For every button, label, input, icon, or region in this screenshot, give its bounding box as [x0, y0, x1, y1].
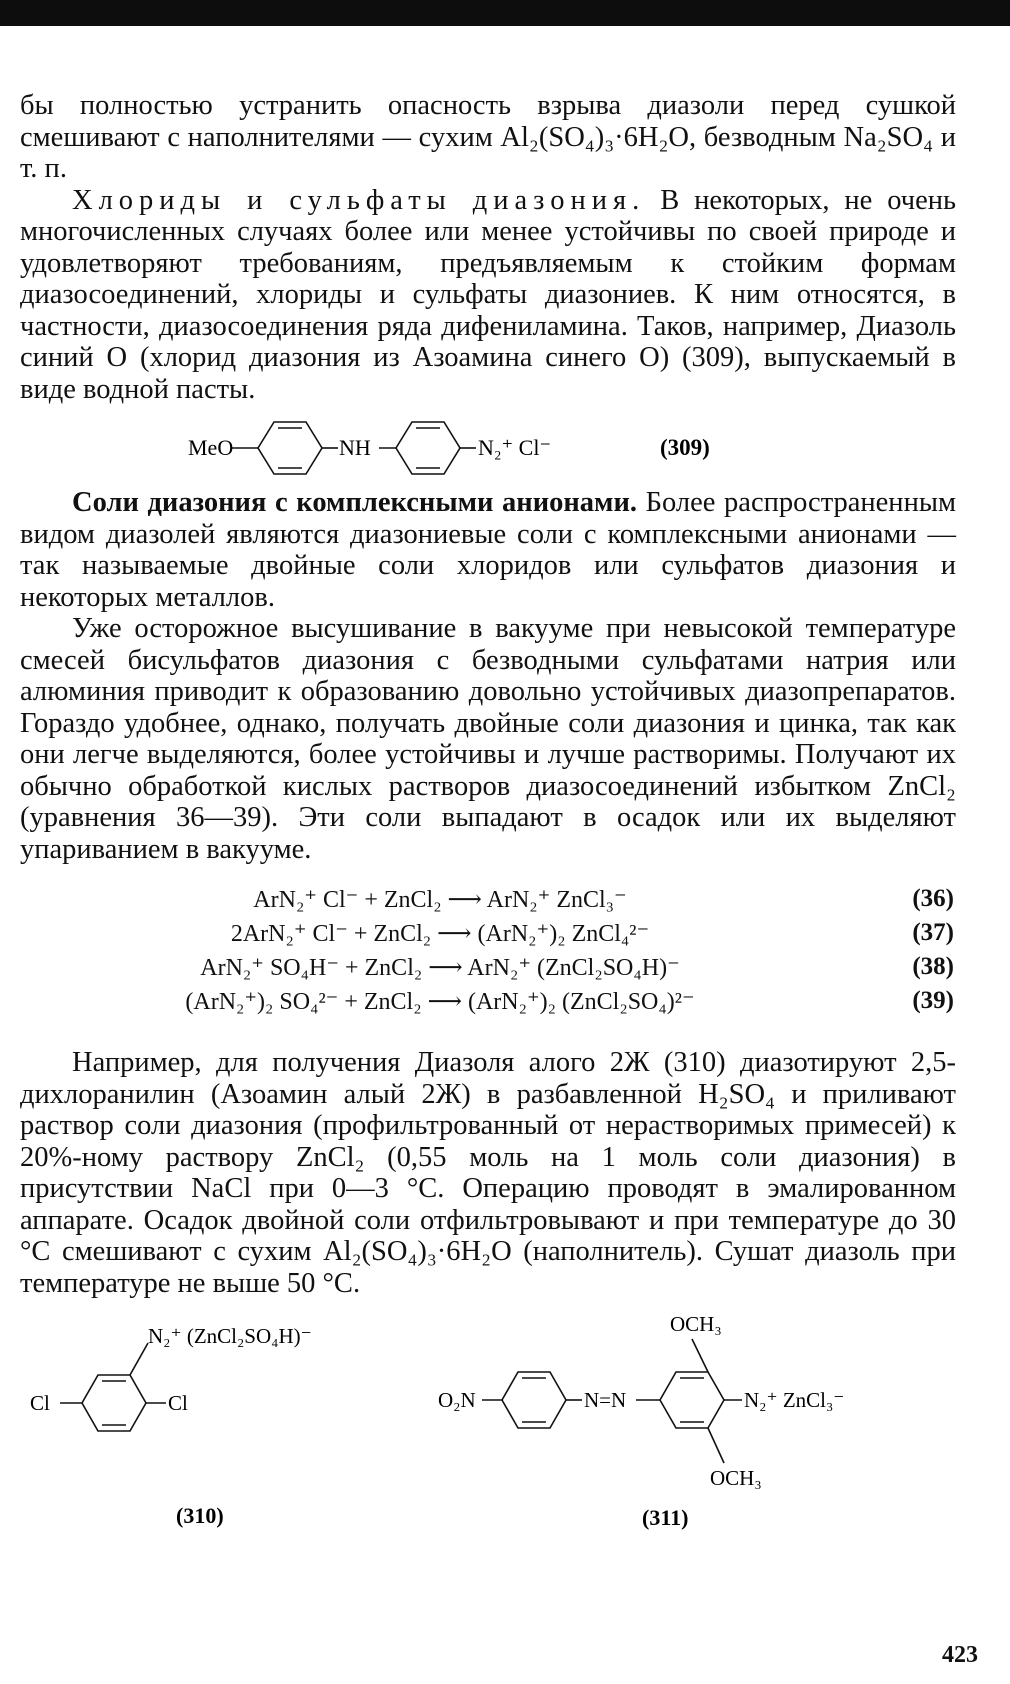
- paragraph-drying: Уже осторожное высушивание в вакууме при невысокой температуре смесей бисульфатов диазония с безводными сульфатами натрия или алюминия приводит к образованию довольно устойчивых диазопрепаратов. Гораздо удобнее, однако, получать двойные соли диазония и цинка, так как они легче выделяются, более устойчивы и лучше растворимы. Получают их обычно обработкой кислых растворов диазосоединений избытком ZnCl₂ (уравнения 36—39). Эти соли выпадают в осадок или их выделяют упариванием в вакууме.: [20, 613, 956, 865]
- equation-text: ArN₂⁺ SO₄H⁻ + ZnCl₂ ⟶ ArN₂⁺ (ZnCl₂SO₄H)⁻: [200, 955, 680, 981]
- structure-310-label: (310): [176, 1503, 224, 1528]
- section-heading-chlorides: Хлориды и сульфаты диазония.: [72, 184, 646, 216]
- structure-311-diazonium: N₂⁺ ZnCl₃⁻: [744, 1388, 845, 1412]
- equation-text: ArN₂⁺ Cl⁻ + ZnCl₂ ⟶ ArN₂⁺ ZnCl₃⁻: [253, 887, 627, 913]
- structure-310-diazonium: N₂⁺ (ZnCl₂SO₄H)⁻: [148, 1324, 312, 1348]
- page-number: 423: [942, 1642, 978, 1668]
- paragraph-example: Например, для получения Диазоля алого 2Ж (310) диазотируют 2,5-дихлоранилин (Азоамин алый 2Ж) в разбавленной H₂SO₄ и приливают раствор соли диазония (профильтрованный от нерастворимых примесей) к 20%-ному раствору ZnCl₂ (0,55 моль на 1 моль соли диазония) в присутствии NaCl при 0—3 °С. Операцию проводят в эмалированном аппарате. Осадок двойной соли отфильтровывают и при температуре до 30 °С смешивают с сухим Al₂(SO₄)₃·6H₂O (наполнитель). Сушат диазоль при температуре не выше 50 °С.: [20, 1047, 956, 1299]
- equation-number: (37): [912, 919, 954, 946]
- benzene-ring-2: [396, 422, 460, 474]
- scan-top-border: [0, 0, 1010, 26]
- paragraph-complex-anions: [20, 487, 956, 613]
- structure-311: [438, 1312, 844, 1530]
- paragraph-chlorides: [20, 185, 956, 406]
- equation-36: [20, 885, 956, 919]
- structure-310-ring: [82, 1375, 146, 1431]
- equation-37: [20, 919, 956, 953]
- structure-311-label: (311): [642, 1505, 689, 1530]
- structure-311-methoxy-bottom: OCH₃: [710, 1466, 762, 1490]
- structure-311-nitro: O₂N: [438, 1388, 476, 1412]
- equation-38: [20, 953, 956, 987]
- formula-309-meo: MeO: [188, 435, 234, 460]
- paragraph-chlorides-text: В некоторых, не очень многочисленных случаях более или менее устойчивы по своей природе и удовлетворяют требованиям, предъявляемым к стойким формам диазосоединений, хлориды и сульфаты диазониев. К ним относятся, в частности, диазосоединения ряда дифениламина. Таков, например, Диазоль синий О (хлорид диазония из Азоамина синего О) (309), выпускаемый в виде водной пасты.: [20, 184, 956, 405]
- formula-309-nh: NH: [339, 435, 371, 460]
- structure-311-methoxy-top: OCH₃: [670, 1312, 722, 1336]
- equation-text: (ArN₂⁺)₂ SO₄²⁻ + ZnCl₂ ⟶ (ArN₂⁺)₂ (ZnCl₂SO₄)²⁻: [185, 989, 695, 1015]
- formula-309-drawing: [20, 405, 956, 487]
- page-body: [20, 90, 956, 1549]
- structures-310-311: [20, 1299, 956, 1549]
- paragraph-1: бы полностью устранить опасность взрыва диазоли перед сушкой смешивают с наполнителями — сухим Al₂(SO₄)₃·6H₂O, безводным Na₂SO₄ и т. п.: [20, 90, 956, 184]
- formula-309-label: (309): [660, 435, 710, 460]
- structure-311-azo: N=N: [584, 1388, 627, 1412]
- benzene-ring-1: [258, 422, 322, 474]
- equation-text: 2ArN₂⁺ Cl⁻ + ZnCl₂ ⟶ (ArN₂⁺)₂ ZnCl₄²⁻: [230, 921, 650, 947]
- equation-number: (38): [912, 953, 954, 980]
- formula-309-diazonium: N₂⁺ Cl⁻: [478, 435, 552, 460]
- structures-drawing: [20, 1299, 956, 1549]
- structure-311-ring-2: [660, 1372, 724, 1428]
- structure-310: [30, 1324, 312, 1528]
- section-heading-complex-anions: Соли диазония с комплексными анионами.: [72, 487, 638, 518]
- structure-311-ring-1: [502, 1372, 566, 1428]
- equation-39: [20, 987, 956, 1021]
- paragraph-complex-anions-text: Более распространенным видом диазолей являются диазониевые соли с комплексными анионами — так называемые двойные соли хлоридов или сульфатов диазония и некоторых металлов.: [20, 487, 956, 613]
- equation-number: (36): [912, 885, 954, 912]
- equation-number: (39): [912, 987, 954, 1014]
- structure-310-cl-left: Cl: [30, 1391, 50, 1415]
- structure-310-cl-right: Cl: [168, 1391, 188, 1415]
- formula-309: [20, 405, 956, 487]
